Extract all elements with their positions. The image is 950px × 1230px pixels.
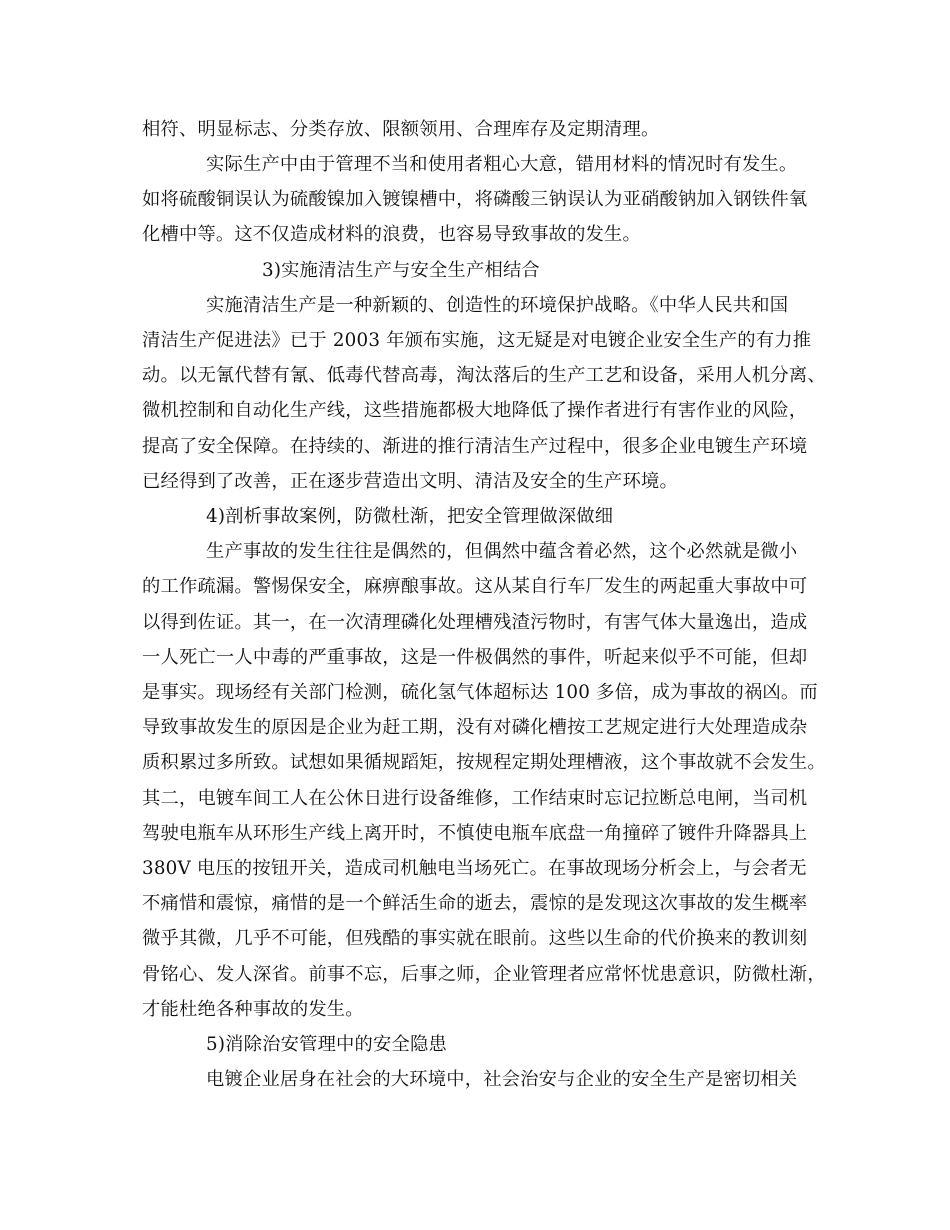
text-line: 提高了安全保障。在持续的、渐进的推行清洁生产过程中，很多企业电镀生产环境 xyxy=(142,436,808,457)
text-line: 导致事故发生的原因是企业为赶工期，没有对磷化槽按工艺规定进行大处理造成杂 xyxy=(142,717,808,738)
text-line: 驾驶电瓶车从环形生产线上离开时，不慎使电瓶车底盘一角撞碎了镀件升降器具上 xyxy=(142,823,808,844)
paragraph-first-line: 生产事故的发生往往是偶然的，但偶然中蕴含着必然，这个必然就是微小 xyxy=(206,541,798,562)
text-line: 以得到佐证。其一，在一次清理磷化处理槽残渣污物时，有害气体大量逸出，造成 xyxy=(142,612,808,633)
text-line: 其二，电镀车间工人在公休日进行设备维修，工作结束时忘记拉断总电闸，当司机 xyxy=(142,788,808,809)
text-line: 质积累过多所致。试想如果循规蹈矩，按规程定期处理槽液，这个事故就不会发生。 xyxy=(142,752,826,773)
text-line: 不痛惜和震惊，痛惜的是一个鲜活生命的逝去，震惊的是发现这次事故的发生概率 xyxy=(142,893,808,914)
text-line: 是事实。现场经有关部门检测，硫化氢气体超标达 100 多倍，成为事故的祸凶。而 xyxy=(142,682,818,703)
text-line: 380V 电压的按钮开关，造成司机触电当场死亡。在事故现场分析会上，与会者无 xyxy=(142,858,807,879)
section-heading: 4)剖析事故案例，防微杜渐，把安全管理做深做细 xyxy=(206,506,614,527)
text-line: 化槽中等。这不仅造成材料的浪费，也容易导致事故的发生。 xyxy=(142,224,641,245)
paragraph-first-line: 电镀企业居身在社会的大环境中，社会治安与企业的安全生产是密切相关 xyxy=(206,1069,798,1090)
text-line: 动。以无氰代替有氰、低毒代替高毒，淘汰落后的生产工艺和设备，采用人机分离、 xyxy=(142,365,826,386)
text-line: 才能杜绝各种事故的发生。 xyxy=(142,999,364,1020)
text-line: 相符、明显标志、分类存放、限额领用、合理库存及定期清理。 xyxy=(142,119,660,140)
section-heading: 5)消除治安管理中的安全隐患 xyxy=(206,1034,447,1055)
text-line: 一人死亡一人中毒的严重事故，这是一件极偶然的事件，听起来似乎不可能，但却 xyxy=(142,647,808,668)
text-line: 微机控制和自动化生产线，这些措施都极大地降低了操作者进行有害作业的风险， xyxy=(142,400,808,421)
text-line: 如将硫酸铜误认为硫酸镍加入镀镍槽中，将磷酸三钠误认为亚硝酸钠加入钢铁件氧 xyxy=(142,189,808,210)
text-line: 微乎其微，几乎不可能，但残酷的事实就在眼前。这些以生命的代价换来的教训刻 xyxy=(142,928,808,949)
paragraph-first-line: 实施清洁生产是一种新颖的、创造性的环境保护战略。《中华人民共和国 xyxy=(206,295,789,316)
text-line: 的工作疏漏。警惕保安全，麻痹酿事故。这从某自行车厂发生的两起重大事故中可 xyxy=(142,576,808,597)
text-line: 骨铭心、发人深省。前事不忘，后事之师，企业管理者应常怀忧患意识，防微杜渐， xyxy=(142,964,826,985)
text-line: 清洁生产促进法》已于 2003 年颁布实施，这无疑是对电镀企业安全生产的有力推 xyxy=(142,330,812,351)
section-heading: 3)实施清洁生产与安全生产相结合 xyxy=(262,260,540,281)
paragraph-first-line: 实际生产中由于管理不当和使用者粗心大意，错用材料的情况时有发生。 xyxy=(206,154,798,175)
text-line: 已经得到了改善，正在逐步营造出文明、清洁及安全的生产环境。 xyxy=(142,471,678,492)
